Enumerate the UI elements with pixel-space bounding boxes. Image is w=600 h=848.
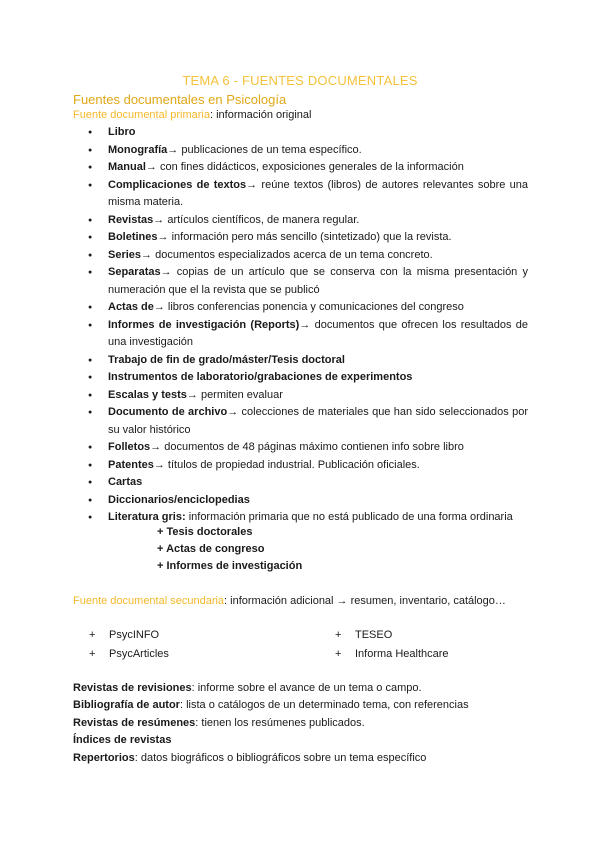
database-item-teseo: + TESEO (335, 629, 393, 641)
list-item: ● Folletos→ documentos de 48 páginas máximo contienen info sobre libro (73, 439, 528, 457)
list-item: ● Complicaciones de textos→ reúne textos (libros) de autores relevantes sobre una misma materia. (73, 177, 528, 212)
list-item: ● Manual→ con fines didácticos, exposiciones generales de la información (73, 159, 528, 177)
primary-source-label: Fuente documental primaria (73, 109, 210, 121)
bottom-definition: Revistas de revisiones: informe sobre el avance de un tema o campo. (73, 682, 422, 694)
plus-icon: + (89, 648, 96, 660)
primary-source-heading (73, 109, 311, 121)
plus-icon: + (89, 629, 96, 641)
bottom-definition: Índices de revistas (73, 734, 172, 746)
list-item: ● Boletines→ información pero más sencillo (sintetizado) que la revista. (73, 229, 528, 247)
list-item: ● Separatas→ copias de un artículo que se conserva con la misma presentación y numeración que el la revista que se publicó (73, 264, 528, 299)
database-item-psycinfo: + PsycINFO (89, 629, 160, 641)
sub-item-actas: + Actas de congreso (157, 543, 265, 555)
list-item: ● Libro (73, 124, 528, 142)
primary-source-list (73, 124, 528, 527)
list-item: ● Diccionarios/enciclopedias (73, 492, 528, 510)
list-item: ● Instrumentos de laboratorio/grabaciones de experimentos (73, 369, 528, 387)
list-item: ● Escalas y tests→ permiten evaluar (73, 387, 528, 405)
database-item-informa: + Informa Healthcare (335, 648, 449, 660)
sub-item-informes: + Informes de investigación (157, 560, 303, 572)
bottom-definition: Repertorios: datos biográficos o bibliográficos sobre un tema específico (73, 752, 427, 764)
list-item: ● Informes de investigación (Reports)→ documentos que ofrecen los resultados de una investigación (73, 317, 528, 352)
secondary-source-heading (73, 595, 506, 607)
primary-source-desc: : información original (209, 109, 312, 121)
list-item: ● Actas de→ libros conferencias ponencia y comunicaciones del congreso (73, 299, 528, 317)
bottom-definition: Revistas de resúmenes: tienen los resúmenes publicados. (73, 717, 365, 729)
secondary-source-desc: : información adicional → resumen, inventario, catálogo… (224, 595, 506, 607)
database-item-psycarticles: + PsycArticles (89, 648, 169, 660)
sub-item-tesis: + Tesis doctorales (157, 526, 253, 538)
plus-icon: + (335, 648, 342, 660)
list-item: ● Literatura gris: información primaria que no está publicado de una forma ordinaria (73, 509, 528, 527)
section-subtitle: Fuentes documentales en Psicología (73, 92, 287, 107)
list-item: ● Monografía→ publicaciones de un tema específico. (73, 142, 528, 160)
list-item: ● Trabajo de fin de grado/máster/Tesis doctoral (73, 352, 528, 370)
list-item: ● Series→ documentos especializados acerca de un tema concreto. (73, 247, 528, 265)
bottom-definition: Bibliografía de autor: lista o catálogos de un determinado tema, con referencias (73, 699, 469, 711)
secondary-source-label: Fuente documental secundaria (73, 595, 225, 607)
list-item: ● Revistas→ artículos científicos, de manera regular. (73, 212, 528, 230)
list-item: ● Cartas (73, 474, 528, 492)
list-item: ● Patentes→ títulos de propiedad industrial. Publicación oficiales. (73, 457, 528, 475)
plus-icon: + (335, 629, 342, 641)
page-title: TEMA 6 - FUENTES DOCUMENTALES (182, 73, 418, 88)
list-item: ● Documento de archivo→ colecciones de materiales que han sido seleccionados por su valor histórico (73, 404, 528, 439)
